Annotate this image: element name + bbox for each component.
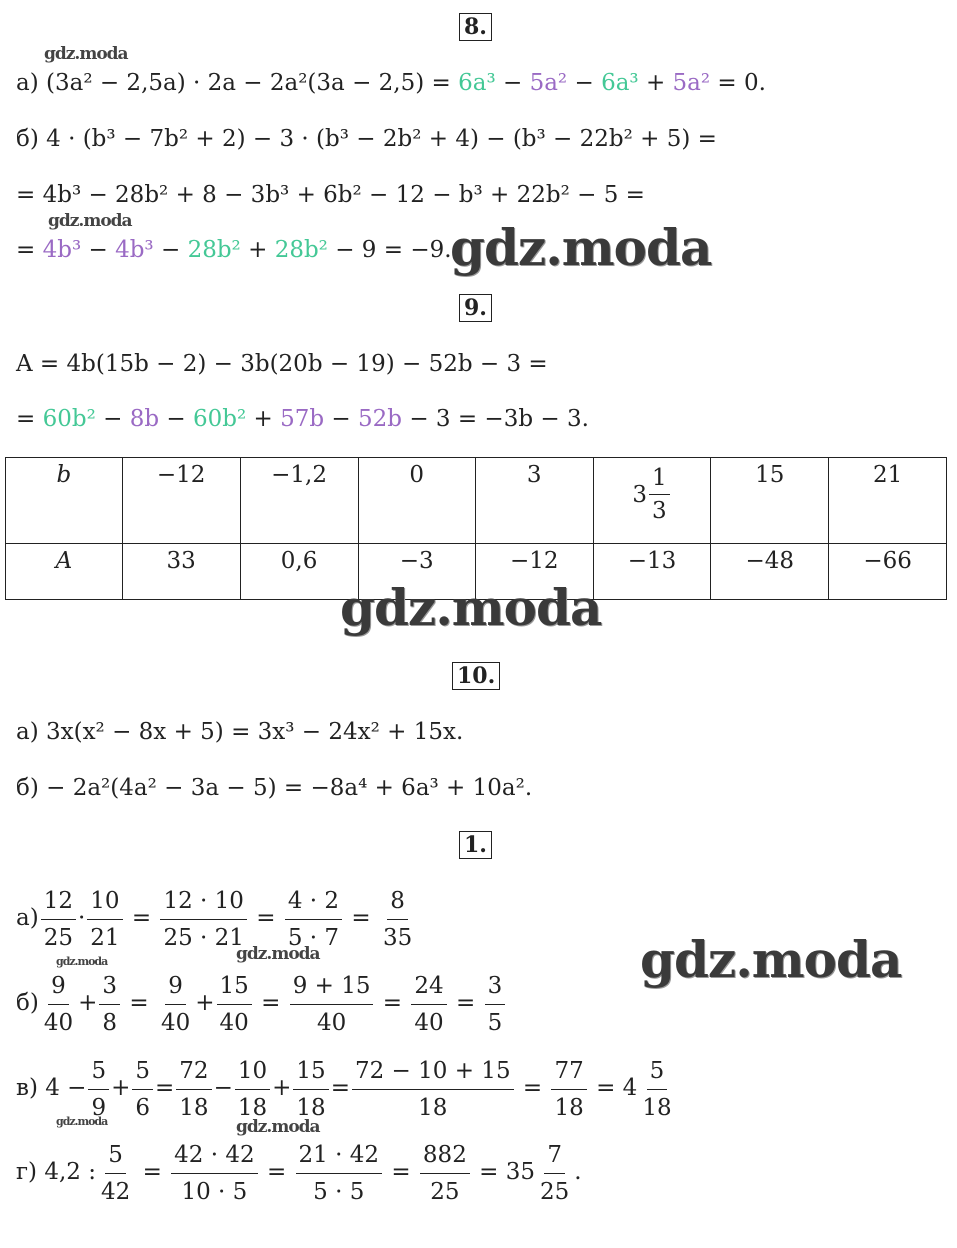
task8-b-line1 — [16, 124, 717, 154]
task10-b: б) − 2a²(4a² − 3a − 5) = −8a⁴ + 6a³ + 10a². — [16, 775, 533, 801]
term: 5a² — [529, 70, 568, 96]
task1-b: б) $\frac{9}{40}$ + $\frac{3}{8}$ = $\frac{9}{40}$ + $\frac{15}{40}$ = $\frac{9 + 15}{40}$ = $\frac{24}{40}$ = $\frac{3}{5}$ — [16, 967, 507, 1041]
watermark: gdz.moda — [44, 44, 128, 64]
table-cell — [593, 458, 711, 544]
term: 52b — [358, 406, 403, 432]
table-cell: −3 — [358, 544, 475, 600]
task1-a: а) $\frac{12}{25}$ · $\frac{10}{21}$ = $\frac{12 \cdot 10}{25 \cdot 21}$ = $\frac{4 \cdot 2}{5 \cdot 7}$ = $\frac{8}{35}$ — [16, 882, 417, 956]
task1-c: в) 4 − $\frac{5}{9}$ + $\frac{5}{6}$ = $\frac{72}{18}$ − $\frac{10}{18}$ + $\frac{15}{18}$ = $\frac{72 - 10 + 15}{18}$ = $\frac{77}{18}$ = 4 $\frac{5}{18}$ — [16, 1052, 677, 1126]
term: 60b² — [42, 406, 96, 432]
table-cell: −12 — [122, 458, 240, 544]
task8-a: а) (3a² − 2,5a) · 2a − 2a²(3a − 2,5) = 6a³ − 5a² − 6a³ + 5a² = 0. — [16, 70, 766, 96]
table-cell: −48 — [711, 544, 829, 600]
term: 4b³ — [42, 237, 82, 263]
task9-end: − 3 = −3b − 3. — [402, 406, 589, 432]
term: 28b² — [274, 237, 328, 263]
table-cell: −1,2 — [240, 458, 358, 544]
task9-line2: = 60b² − 8b − 60b² + 57b − 52b − 3 = −3b − 3. — [16, 406, 589, 432]
term: 60b² — [192, 406, 247, 432]
task-number-8: 8. — [459, 13, 492, 41]
term: 4b³ — [115, 237, 154, 263]
watermark: gdz.moda — [56, 955, 108, 968]
table-cell: 33 — [122, 544, 240, 600]
table-cell: −13 — [593, 544, 711, 600]
task8-b-prefix: б) — [16, 126, 47, 152]
table-cell: −66 — [829, 544, 947, 600]
watermark: gdz.moda — [48, 211, 132, 231]
table-row — [6, 458, 947, 544]
task8-b-end: − 9 = −9. — [327, 237, 452, 263]
term: 28b² — [187, 237, 241, 263]
term: 57b — [280, 406, 325, 432]
task9-line1: A = 4b(15b − 2) − 3b(20b − 19) − 52b − 3 = — [16, 351, 548, 377]
task8-a-end: = 0. — [710, 70, 766, 96]
watermark: gdz.moda — [450, 218, 712, 277]
task8-a-prefix: а) — [16, 70, 46, 96]
task10-a: а) 3x(x² − 8x + 5) = 3x³ − 24x² + 15x. — [16, 719, 464, 745]
task8-b-line2: = 4b³ − 28b² + 8 − 3b³ + 6b² − 12 − b³ + 22b² − 5 = — [16, 182, 645, 208]
table-cell: 21 — [829, 458, 947, 544]
task8-a-expr: (3a² − 2,5a) · 2a − 2a²(3a − 2,5) = — [46, 70, 459, 96]
table-cell: 0,6 — [240, 544, 358, 600]
table-cell: −12 — [475, 544, 593, 600]
task-number-1: 1. — [459, 831, 492, 859]
term: 8b — [129, 406, 160, 432]
watermark: gdz.moda — [340, 578, 602, 637]
term: 6a³ — [458, 70, 496, 96]
watermark: gdz.moda — [56, 1115, 108, 1128]
task1-d: г) 4,2 : $\frac{5}{42}$ = $\frac{42 \cdot 42}{10 \cdot 5}$ = $\frac{21 \cdot 42}{5 \cdot 5}$ = $\frac{882}{25}$ = 35 $\frac{7}{25}$ . — [16, 1136, 582, 1210]
task-number-10: 10. — [452, 662, 500, 690]
task-number-9: 9. — [459, 294, 492, 322]
table-header-a: A — [6, 544, 123, 600]
watermark: gdz.moda — [640, 930, 902, 989]
watermark: gdz.moda — [236, 944, 320, 964]
mixed-number: 3 $\frac{1}{3}$ — [632, 462, 671, 527]
term: 6a³ — [601, 70, 639, 96]
table-cell: 3 — [475, 458, 593, 544]
task8-b-expr: 4 · (b³ − 7b² + 2) − 3 · (b³ − 2b² + 4) − (b³ − 22b² + 5) = — [46, 126, 717, 152]
table-cell: 0 — [358, 458, 475, 544]
term: 5a² — [672, 70, 711, 96]
table-cell: 15 — [711, 458, 829, 544]
table-header-b: b — [6, 458, 123, 544]
task8-b-line3: = 4b³ − 4b³ − 28b² + 28b² − 9 = −9. — [16, 237, 452, 263]
watermark: gdz.moda — [236, 1117, 320, 1137]
